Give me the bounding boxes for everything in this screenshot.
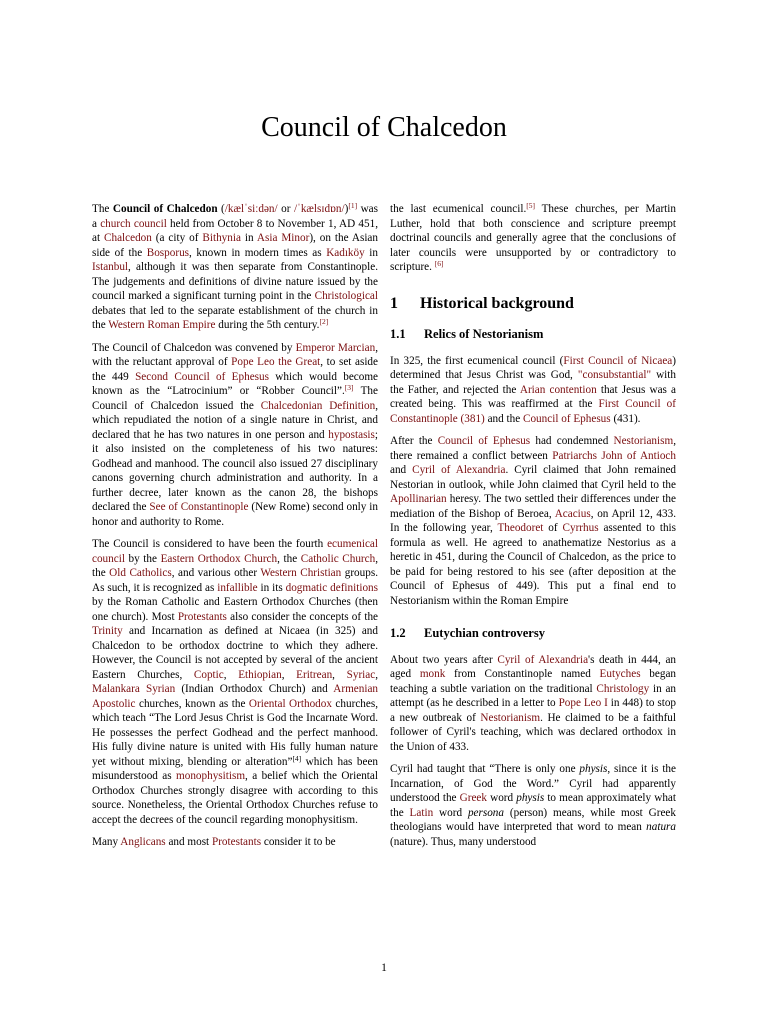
- link-western-christian[interactable]: Western Christian: [260, 567, 342, 579]
- link-see-of-constantinople[interactable]: See of Constantinople: [149, 501, 249, 513]
- text: , and various other: [171, 567, 261, 579]
- link-ethiopian[interactable]: Ethiopian: [238, 668, 282, 681]
- link-armenian-apostolic[interactable]: Armenian Apostolic: [92, 683, 378, 710]
- text: word: [486, 792, 517, 804]
- link-theodoret[interactable]: Theodoret: [497, 522, 544, 534]
- body-paragraph: [390, 762, 676, 849]
- italic-term: natura: [646, 821, 676, 833]
- page-number: 1: [381, 962, 387, 974]
- subsection-heading: [390, 626, 676, 641]
- text: which would become known as the “Latrocinium” or “Robber Council”.: [92, 370, 379, 397]
- text: heresy. The two settled their differences under the mediation of the Bishop of Beroea,: [390, 493, 676, 520]
- text: , which repudiated the notion of a single nature in Christ, and declared that he has two natures in one person and: [92, 399, 378, 441]
- link-istanbul[interactable]: Istanbul: [92, 261, 129, 273]
- text: ) determined that Jesus Christ was God,: [390, 354, 676, 381]
- text: The: [92, 203, 113, 215]
- text: or: [277, 203, 294, 215]
- text: and: [390, 464, 413, 476]
- text: during the 5th century.: [215, 319, 320, 331]
- link-bithynia[interactable]: Bithynia: [202, 232, 241, 244]
- link-old-catholics[interactable]: Old Catholics: [109, 567, 172, 579]
- text: of: [543, 522, 563, 534]
- right-column: [390, 202, 676, 857]
- link-first-council-nicaea[interactable]: First Council of Nicaea: [563, 354, 673, 367]
- text: and most: [165, 836, 212, 848]
- text: began teaching a subtle variation on the traditional: [390, 668, 676, 695]
- link-chalcedon[interactable]: Chalcedon: [104, 232, 152, 244]
- text: ,: [223, 668, 239, 681]
- text: In 325, the first ecumenical council (: [390, 354, 564, 367]
- text: in: [240, 232, 257, 244]
- text: debates that led to the separate establishment of the church in the: [92, 304, 378, 331]
- citation-link[interactable]: [1]: [348, 201, 358, 210]
- link-arian-contention[interactable]: Arian contention: [519, 383, 597, 396]
- link-trinity[interactable]: Trinity: [92, 625, 123, 637]
- subsection-heading: [390, 327, 676, 342]
- link-pope-leo-i[interactable]: Pope Leo I: [558, 697, 608, 709]
- body-paragraph: [390, 354, 676, 427]
- text: ,: [281, 668, 297, 681]
- subsection-title: Relics of Nestorianism: [424, 327, 544, 341]
- link-cyril-of-alexandria[interactable]: Cyril of Alexandria: [497, 653, 589, 666]
- text: (431).: [610, 412, 641, 425]
- text: and the: [484, 412, 523, 425]
- link-apollinarian[interactable]: Apollinarian: [390, 493, 447, 505]
- citation-link[interactable]: [6]: [434, 259, 444, 268]
- text: The Council is considered to have been the fourth: [92, 538, 328, 550]
- text: , the: [277, 552, 301, 565]
- text: from Constantinople named: [445, 668, 600, 680]
- ipa-link[interactable]: /kælˈsiːdən/: [224, 203, 278, 215]
- text: Many: [92, 836, 121, 848]
- text: assented to this formula as well. He agreed to anathematize Nestorius as a heretic in 451, during the Council of Chalcedon, as the price to be paid for being restored to his see (after deposition at the Council of Ephesus of 449). This put a final end to Nestorianism within the Roman Empire: [390, 522, 676, 607]
- link-christological[interactable]: Christological: [314, 290, 378, 302]
- link-cyrrhus[interactable]: Cyrrhus: [562, 522, 599, 534]
- italic-term: physis: [516, 792, 545, 804]
- text: , the: [92, 552, 378, 579]
- italic-term: physis: [579, 763, 608, 775]
- link-pope-leo[interactable]: Pope Leo the Great: [231, 356, 321, 368]
- link-ecumenical-council[interactable]: ecumenical council: [92, 538, 378, 565]
- citation-link[interactable]: [2]: [319, 317, 329, 326]
- text: with the Father, and rejected the: [390, 369, 676, 396]
- section-number: 1: [390, 294, 398, 312]
- link-latin[interactable]: Latin: [409, 806, 434, 819]
- text: churches, known as the: [135, 697, 249, 710]
- text: and Incarnation as defined at Nicaea (in 325) and Chalcedon to be orthodox doctrine to which they adhere. However, the Council is not accepted by several of the ancient Eastern Churches,: [92, 625, 378, 681]
- text: ,: [375, 668, 379, 681]
- text: (person) means, while most Greek theologians would have interpreted that word to mean: [390, 806, 676, 833]
- text: . He claimed to be a faithful follower of Cyril's teaching, which was declared orthodox in the Union of 433.: [390, 711, 676, 753]
- link-coptic[interactable]: Coptic: [193, 668, 224, 681]
- link-asia-minor[interactable]: Asia Minor: [256, 232, 310, 244]
- text: The Council of Chalcedon issued the: [92, 385, 378, 412]
- section-heading: [390, 294, 676, 312]
- citation-link[interactable]: [3]: [344, 383, 354, 392]
- link-emperor-marcian[interactable]: Emperor Marcian: [295, 341, 376, 354]
- text: These churches, per Martin Luther, hold that both conscience and scripture preempt doctrinal councils and generally agree that the conclusions of later councils were unsupported by or contradictory to scripture.: [390, 203, 676, 273]
- text: held from October 8 to November 1, AD 451, at: [92, 217, 378, 244]
- intro-paragraph: [92, 202, 378, 333]
- page-title: Council of Chalcedon: [261, 112, 507, 143]
- link-first-council-constantinople[interactable]: First Council of Constantinople (381): [390, 398, 676, 425]
- text: After the: [390, 435, 438, 447]
- link-malankara-syrian[interactable]: Malankara Syrian: [92, 683, 176, 695]
- text: by the Roman Catholic and Eastern Orthodox Churches (then one church). Most: [92, 596, 378, 623]
- text: in its: [257, 581, 286, 594]
- text: which has been misunderstood as: [92, 755, 379, 782]
- text: in 448) to stop a new outbreak of: [390, 697, 677, 724]
- body-paragraph: [92, 835, 378, 850]
- link-consubstantial[interactable]: "consubstantial": [577, 369, 652, 381]
- text: ; it also insisted on the completeness of his two natures: Godhead and manhood. The council also issued 27 disciplinary canons governing church administration and authority. In a further decree, later known as the canon 28, the bishops declared the: [92, 428, 378, 513]
- link-john-of-antioch[interactable]: Patriarchs John of Antioch: [552, 449, 676, 462]
- link-nestorianism[interactable]: Nestorianism: [613, 435, 674, 447]
- link-monophysitism[interactable]: monophysitism: [176, 770, 246, 782]
- link-greek[interactable]: Greek: [459, 792, 487, 804]
- link-eastern-orthodox[interactable]: Eastern Orthodox Church: [160, 552, 278, 565]
- link-hypostasis[interactable]: hypostasis: [328, 428, 375, 441]
- link-second-council-ephesus[interactable]: Second Council of Ephesus: [135, 370, 269, 383]
- link-kadikoy[interactable]: Kadıköy: [326, 246, 365, 259]
- text: (New Rome) second only in honor and authority to Rome.: [92, 501, 378, 528]
- text: About two years after: [390, 653, 498, 666]
- text: had condemned: [530, 435, 614, 447]
- citation-link[interactable]: [4]: [292, 753, 302, 763]
- link-christology[interactable]: Christology: [596, 682, 650, 695]
- text: also consider the concepts of the: [226, 610, 379, 623]
- link-council-ephesus[interactable]: Council of Ephesus: [523, 412, 611, 425]
- link-chalcedonian-definition[interactable]: Chalcedonian Definition: [260, 399, 376, 412]
- link-western-roman-empire[interactable]: Western Roman Empire: [108, 319, 216, 331]
- text: , there remained a conflict between: [390, 435, 676, 462]
- text: churches, which teach “The Lord Jesus Christ is God the Incarnate Word. He possesses the perfect Godhead and the perfect manhood. His fully divine nature is united with His fully human nature yet without mixing, blending or alteration”: [92, 697, 378, 768]
- text: by the: [124, 552, 161, 565]
- subsection-title: Eutychian controversy: [424, 626, 545, 640]
- link-monk[interactable]: monk: [419, 668, 446, 680]
- body-paragraph: [390, 653, 676, 755]
- link-catholic-church[interactable]: Catholic Church: [300, 552, 376, 565]
- link-syriac[interactable]: Syriac: [346, 668, 376, 681]
- text: in: [364, 246, 378, 259]
- text: Cyril had taught that “There is only one: [390, 763, 580, 775]
- ipa-link[interactable]: /ˈkælsɪdɒn/: [294, 203, 345, 215]
- subsection-number: 1.1: [390, 327, 406, 341]
- text: . Cyril claimed that John remained Nestorian in outlook, while John claimed that Cyril held to the: [390, 464, 677, 491]
- text: , to set aside the 449: [92, 356, 378, 383]
- text: ): [344, 203, 349, 215]
- body-paragraph: [390, 202, 676, 275]
- text: , on April 12, 433. In the following year,: [390, 507, 676, 534]
- link-eutyches[interactable]: Eutyches: [599, 668, 641, 680]
- link-acacius[interactable]: Acacius: [554, 507, 591, 520]
- text: to mean approximately what the: [390, 792, 676, 819]
- body-paragraph: [92, 341, 378, 530]
- text: that Jesus was a created being. This was reaffirmed at the: [390, 383, 677, 410]
- link-anglicans[interactable]: Anglicans: [120, 836, 166, 848]
- link-bosporus[interactable]: Bosporus: [146, 246, 190, 259]
- text: , with the reluctant approval of: [92, 341, 378, 368]
- text: (a city of: [151, 232, 203, 244]
- text: (Indian Orthodox Church) and: [175, 683, 334, 695]
- link-eritrean[interactable]: Eritrean: [296, 668, 333, 681]
- link-church-council[interactable]: church council: [100, 217, 167, 230]
- text: the last ecumenical council.: [390, 203, 527, 215]
- section-title: Historical background: [420, 294, 574, 312]
- link-cyril-of-alexandria[interactable]: Cyril of Alexandria: [412, 464, 506, 476]
- text: in an attempt (as he described in a letter to: [390, 682, 677, 709]
- article-subject: Council of Chalcedon: [112, 203, 218, 215]
- text: , since it is the Incarnation, of God the Word.” Cyril had apparently understood the: [390, 763, 676, 804]
- text: , a belief which the Oriental Orthodox Churches strongly disagree with according to this source. Nonetheless, the Oriental Orthodox Churches refuse to accept the decrees of the council regarding monophysitism.: [92, 770, 378, 826]
- body-paragraph: [92, 537, 378, 827]
- text: consider it to be: [261, 836, 336, 848]
- text: ,: [332, 668, 347, 681]
- text: , although it was then separate from Constantinople. The judgements and definitions of divine nature issued by the council marked a significant turning point in the: [92, 261, 378, 302]
- text: (nature). Thus, many understood: [390, 835, 537, 848]
- text: 's death in 444, an aged: [390, 653, 677, 680]
- link-oriental-orthodox[interactable]: Oriental Orthodox: [248, 697, 332, 710]
- text: The Council of Chalcedon was convened by: [92, 341, 296, 354]
- text: ), on the Asian side of the: [92, 232, 378, 259]
- link-nestorianism[interactable]: Nestorianism: [480, 711, 541, 724]
- text: , known in modern times as: [189, 246, 327, 259]
- subsection-number: 1.2: [390, 626, 406, 640]
- link-protestants[interactable]: Protestants: [177, 610, 227, 623]
- link-infallible[interactable]: infallible: [217, 581, 258, 594]
- left-column: [92, 202, 378, 858]
- text: groups. As such, it is recognized as: [92, 567, 378, 594]
- link-dogmatic-definitions[interactable]: dogmatic definitions: [285, 581, 378, 594]
- body-paragraph: [390, 434, 676, 608]
- text: word: [433, 806, 468, 819]
- citation-link[interactable]: [5]: [526, 201, 535, 210]
- link-protestants[interactable]: Protestants: [211, 836, 262, 848]
- text: was a: [92, 203, 379, 230]
- link-council-ephesus[interactable]: Council of Ephesus: [437, 435, 531, 447]
- text: (: [217, 203, 225, 215]
- italic-term: persona: [467, 806, 504, 819]
